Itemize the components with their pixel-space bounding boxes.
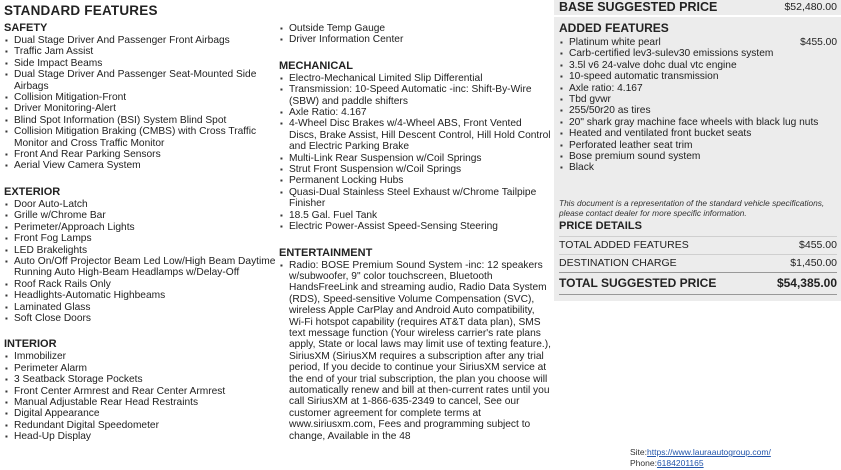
feature-item: ▪ Black bbox=[559, 162, 837, 173]
feature-item: ▪ Perforated leather seat trim bbox=[559, 140, 837, 151]
feature-item: ▪ Redundant Digital Speedometer bbox=[4, 420, 276, 431]
feature-item: ▪ Axle ratio: 4.167 bbox=[559, 83, 837, 94]
feature-item: ▪ Front Center Armrest and Rear Center Armrest bbox=[4, 386, 276, 397]
feature-item: ▪ Traffic Jam Assist bbox=[4, 46, 276, 57]
feature-item: ▪ Collision Mitigation-Front bbox=[4, 92, 276, 103]
feature-item: ▪ Collision Mitigation Braking (CMBS) with Cross Traffic Monitor and Cross Traffic Monitor bbox=[4, 126, 276, 149]
added-features-rest bbox=[559, 48, 837, 173]
safety-heading: SAFETY bbox=[4, 22, 48, 34]
feature-item: ▪ Perimeter/Approach Lights bbox=[4, 222, 276, 233]
feature-item: ▪ 10-speed automatic transmission bbox=[559, 71, 837, 82]
total-added-label: TOTAL ADDED FEATURES bbox=[559, 238, 689, 251]
disclaimer-text: This document is a representation of the standard vehicle specifications, please contact dealer for more specific information. bbox=[559, 197, 825, 218]
feature-item: ▪ Strut Front Suspension w/Coil Springs bbox=[279, 164, 551, 175]
feature-item: ▪ Side Impact Beams bbox=[4, 58, 276, 69]
added-features-box bbox=[554, 17, 841, 301]
feature-item: ▪ Heated and ventilated front bucket seats bbox=[559, 128, 837, 139]
column-right bbox=[554, 0, 841, 301]
feature-item: ▪ Perimeter Alarm bbox=[4, 363, 276, 374]
feature-item: ▪ Bose premium sound system bbox=[559, 151, 837, 162]
feature-item: ▪ Transmission: 10-Speed Automatic -inc: Shift-By-Wire (SBW) and paddle shifters bbox=[279, 84, 551, 107]
feature-item: ▪ Front And Rear Parking Sensors bbox=[4, 149, 276, 160]
entertainment-heading: ENTERTAINMENT bbox=[279, 246, 373, 259]
site-link[interactable]: https://www.lauraautogroup.com/ bbox=[647, 447, 771, 457]
feature-item: ▪ Digital Appearance bbox=[4, 408, 276, 419]
feature-item: ▪ Outside Temp Gauge bbox=[279, 23, 551, 34]
interior-heading: INTERIOR bbox=[4, 338, 57, 351]
feature-item: ▪ Quasi-Dual Stainless Steel Exhaust w/Chrome Tailpipe Finisher bbox=[279, 187, 551, 210]
feature-item: ▪ Immobilizer bbox=[4, 351, 276, 362]
base-price-label: BASE SUGGESTED PRICE bbox=[559, 0, 718, 14]
added-features-list bbox=[559, 37, 837, 48]
added-feature-item bbox=[559, 37, 837, 48]
feature-item: ▪ Driver Information Center bbox=[279, 34, 551, 45]
total-price-value: $54,385.00 bbox=[776, 275, 837, 290]
base-price-box bbox=[554, 0, 841, 15]
feature-item: ▪ Laminated Glass bbox=[4, 302, 276, 313]
feature-item: ▪ Aerial View Camera System bbox=[4, 160, 276, 171]
feature-item: ▪ Dual Stage Driver And Passenger Seat-Mounted Side Airbags bbox=[4, 69, 276, 92]
feature-item: ▪ Carb-certified lev3-sulev30 emissions system bbox=[559, 48, 837, 59]
feature-item: ▪ Manual Adjustable Rear Head Restraints bbox=[4, 397, 276, 408]
exterior-heading: EXTERIOR bbox=[4, 185, 61, 198]
feature-item: ▪ Axle Ratio: 4.167 bbox=[279, 107, 551, 118]
phone-link[interactable]: 6184201165 bbox=[656, 457, 704, 468]
feature-item: ▪ 255/50r20 as tires bbox=[559, 105, 837, 116]
feature-item: ▪ Auto On/Off Projector Beam Led Low/High Beam Daytime Running Auto High-Beam Headlamps w/Delay-Off bbox=[4, 256, 276, 279]
feature-item: ▪ Electro-Mechanical Limited Slip Differential bbox=[279, 73, 551, 84]
total-price-row bbox=[559, 272, 837, 295]
safety-list bbox=[4, 35, 276, 172]
continued-list bbox=[279, 23, 551, 46]
phone-label: Phone: bbox=[630, 457, 657, 468]
added-feature-label: ▪ Platinum white pearl bbox=[569, 37, 661, 48]
entertainment-list bbox=[279, 260, 551, 443]
feature-item: ▪ Electric Power-Assist Speed-Sensing Steering bbox=[279, 221, 551, 232]
feature-item: ▪ Front Fog Lamps bbox=[4, 233, 276, 244]
mechanical-heading: MECHANICAL bbox=[279, 59, 353, 72]
mechanical-list bbox=[279, 73, 551, 233]
feature-item: ▪ 4-Wheel Disc Brakes w/4-Wheel ABS, Front Vented Discs, Brake Assist, Hill Descent Control, Hill Hold Control and Electric Parking Brake bbox=[279, 118, 551, 152]
feature-item: ▪ LED Brakelights bbox=[4, 245, 276, 256]
exterior-list bbox=[4, 199, 276, 324]
feature-item: ▪ 18.5 Gal. Fuel Tank bbox=[279, 210, 551, 221]
feature-item: ▪ Permanent Locking Hubs bbox=[279, 175, 551, 186]
feature-item: ▪ Head-Up Display bbox=[4, 431, 276, 442]
base-price-value: $52,480.00 bbox=[784, 1, 837, 13]
feature-item: ▪ 3.5l v6 24-valve dohc dual vtc engine bbox=[559, 60, 837, 71]
feature-item: ▪ Tbd gvwr bbox=[559, 94, 837, 105]
feature-item: ▪ Soft Close Doors bbox=[4, 313, 276, 324]
feature-item: ▪ Multi-Link Rear Suspension w/Coil Springs bbox=[279, 153, 551, 164]
site-label: Site: bbox=[630, 447, 648, 457]
feature-item: ▪ Radio: BOSE Premium Sound System -inc: 12 speakers w/subwoofer, 9" color touchscreen, Bluetooth HandsFreeLink and streaming audio, Radio Data System (RDS), Speed-sensitive Volume Compensation (SVC), wireless Apple CarPlay and Android Auto compatibility, Wi-Fi hotspot capability (requires AT&T data plan), SMS text message function (Your wireless carrier's rate plans apply, State or local laws may limit use of texting feature.), SiriusXM (SiriusXM requires a subscription after any trial period, If you decide to continue your SiriusXM service at the end of your trial subscription, the plan you choose will automatically renew and bill at then-current rates until you call SiriusXM at 1-866-635-2349 to cancel, See our customer agreement for complete terms at www.siriusxm.com, Fees and programming subject to change, Available in the 48 bbox=[279, 260, 551, 443]
destination-label: DESTINATION CHARGE bbox=[559, 256, 677, 269]
total-added-value: $455.00 bbox=[799, 238, 837, 251]
total-price-label: TOTAL SUGGESTED PRICE bbox=[559, 275, 717, 290]
feature-item: ▪ 3 Seatback Storage Pockets bbox=[4, 374, 276, 385]
column-middle bbox=[279, 0, 551, 450]
total-added-row bbox=[559, 236, 837, 254]
feature-item: ▪ Door Auto-Latch bbox=[4, 199, 276, 210]
feature-item: ▪ Grille w/Chrome Bar bbox=[4, 210, 276, 221]
destination-row bbox=[559, 254, 837, 272]
added-feature-price: $455.00 bbox=[800, 37, 837, 48]
interior-list bbox=[4, 351, 276, 442]
feature-item: ▪ Blind Spot Information (BSI) System Blind Spot bbox=[4, 115, 276, 126]
column-left bbox=[4, 0, 276, 451]
feature-item: ▪ 20" shark gray machine face wheels with black lug nuts bbox=[559, 117, 837, 128]
added-features-heading: ADDED FEATURES bbox=[559, 21, 669, 35]
feature-item: ▪ Roof Rack Rails Only bbox=[4, 279, 276, 290]
feature-item: ▪ Headlights-Automatic Highbeams bbox=[4, 290, 276, 301]
feature-item: ▪ Dual Stage Driver And Passenger Front Airbags bbox=[4, 35, 276, 46]
price-details-heading: PRICE DETAILS bbox=[559, 219, 642, 232]
price-details bbox=[554, 220, 841, 295]
feature-item: ▪ Driver Monitoring-Alert bbox=[4, 103, 276, 114]
dealer-footer bbox=[630, 447, 771, 468]
standard-features-title: STANDARD FEATURES bbox=[4, 3, 158, 18]
destination-value: $1,450.00 bbox=[790, 256, 837, 269]
